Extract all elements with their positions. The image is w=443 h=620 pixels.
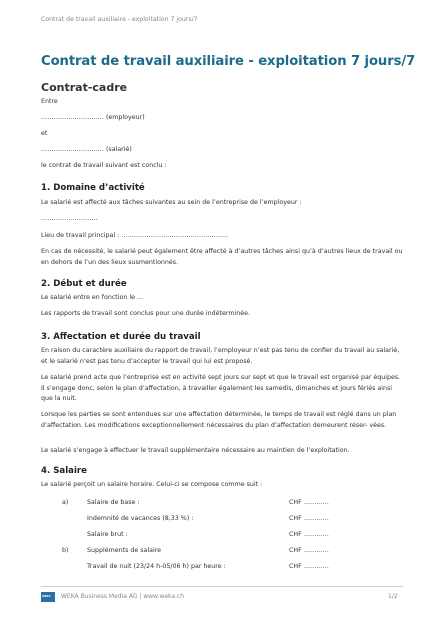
section-2-p1: Le salarié entre en fonction le …	[41, 294, 144, 301]
intro-et: et	[41, 130, 48, 137]
salary-row-letter: a)	[62, 499, 69, 506]
salary-row	[41, 515, 403, 526]
salary-row	[41, 531, 403, 542]
salary-row	[41, 563, 403, 574]
salary-row	[41, 499, 403, 510]
section-1-lieu: Lieu de travail principal : ……………………………………………	[41, 232, 229, 239]
section-1-dots: ………………………	[41, 215, 98, 222]
salary-row-amount: CHF …………	[289, 499, 329, 506]
footer-text: WEKA Business Media AG | www.weka.ch	[61, 593, 185, 600]
section-3-heading: 3. Affectation et durée du travail	[41, 332, 201, 342]
salary-row-amount: CHF …………	[289, 563, 329, 570]
intro-salarie: ………………………… (salarié)	[41, 146, 132, 153]
salary-row-amount: CHF …………	[289, 531, 329, 538]
intro-entre: Entre	[41, 98, 58, 105]
intro-conclu: le contrat de travail suivant est conclu :	[41, 162, 167, 169]
footer-divider	[41, 586, 403, 587]
section-1-p1: Le salarié est affecté aux tâches suivantes au sein de l’entreprise de l’employeur :	[41, 199, 302, 206]
section-1-p2: En cas de nécessité, le salarié peut également être affecté à d’autres tâches ainsi qu’à d’autres lieux de travail ou en dehors de l’un des lieux susmentionnés.	[41, 248, 403, 266]
section-4-heading: 4. Salaire	[41, 466, 87, 476]
section-3-p2: Le salarié prend acte que l’entreprise est en activité sept jours sur sept et que le travail est organisé par équipes. Il s’engage donc, selon le plan d’affectation, à travailler également les samedis, dimanches et jours fériés ainsi que la nuit.	[41, 374, 401, 403]
section-4-p1: Le salarié perçoit un salaire horaire. Celui-ci se compose comme suit :	[41, 481, 263, 488]
page-number: 1/2	[388, 593, 398, 600]
document-subtitle: Contrat-cadre	[41, 81, 128, 94]
salary-row-amount: CHF …………	[289, 515, 329, 522]
section-3-p4: Le salarié s’engage à effectuer le travail supplémentaire nécessaire au maintien de l’exploitation.	[41, 447, 350, 454]
salary-row-label: Salaire de base :	[87, 499, 140, 506]
salary-row-label: Suppléments de salaire	[87, 547, 162, 554]
section-3-p1: En raison du caractère auxiliaire du rapport de travail, l’employeur n’est pas tenu de confier du travail au salarié, et le salarié n’est pas tenu d’accepter le travail qui lui est proposé.	[41, 347, 400, 365]
salary-row	[41, 547, 403, 558]
document-title: Contrat de travail auxiliaire - exploitation 7 jours/7	[41, 54, 416, 69]
running-header: Contrat de travail auxiliaire - exploitation 7 jours/7	[41, 16, 198, 23]
salary-row-label: Salaire brut :	[87, 531, 128, 538]
weka-logo-text: WEKA	[42, 595, 51, 598]
intro-employeur: ………………………… (employeur)	[41, 114, 145, 121]
salary-row-amount: CHF …………	[289, 547, 329, 554]
salary-row-label: Travail de nuit (23/24 h-05/06 h) par heure :	[87, 563, 226, 570]
weka-logo	[41, 592, 55, 602]
section-1-heading: 1. Domaine d’activité	[41, 183, 145, 193]
section-3-p3: Lorsque les parties se sont entendues sur une affectation déterminée, le temps de travail est réglé dans un plan d’affectation. Les modifications exceptionnellement nécessaires du plan d’affectation demeurent réser- vées.	[41, 411, 397, 429]
section-2-heading: 2. Début et durée	[41, 279, 127, 289]
salary-row-letter: b)	[62, 547, 69, 554]
salary-row-label: Indemnité de vacances (8,33 %) :	[87, 515, 194, 522]
section-2-p2: Les rapports de travail sont conclus pour une durée indéterminée.	[41, 310, 250, 317]
